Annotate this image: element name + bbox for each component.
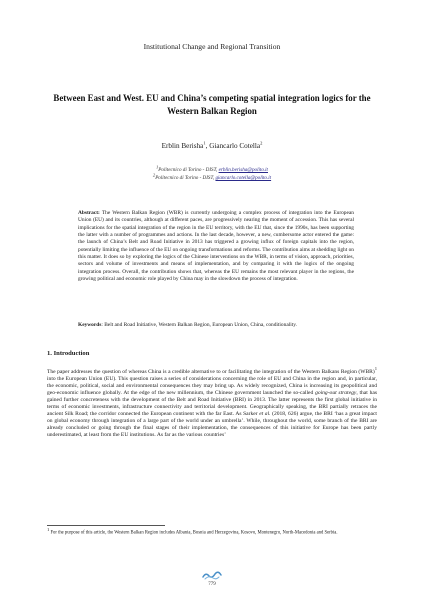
abstract: [78, 210, 354, 283]
affiliation: [0, 164, 424, 173]
body-paragraph: [47, 366, 378, 439]
footnote-number: 1: [47, 527, 50, 532]
wave-logo-icon: [202, 570, 222, 580]
footnote: [47, 527, 377, 537]
body-text-run: , that has gained further concreteness with the development of the Belt and Road Initiative (BRI) in 2013. The latter represents the first global initiative in terms of economic investments, infrastructure connectivity and territorial development. Geographically speaking, the BRI partially retraces the ancient Silk Road; the corridor connected the European continent with the far East. As Sarker: [47, 390, 378, 418]
author-sup: 2: [260, 140, 263, 146]
affiliation-text: Politecnico di Torino - DIST,: [158, 167, 219, 173]
author-separator: ,: [205, 142, 210, 150]
abstract-label: Abstract:: [78, 210, 100, 216]
author-line: [0, 142, 424, 150]
author-name: Giancarlo Cotella: [209, 142, 261, 150]
body-italic-run: going-out strategy: [315, 390, 357, 397]
affiliation-sup: 1: [156, 164, 159, 170]
footnote-rule: [47, 525, 165, 526]
page-number: 779: [208, 582, 216, 587]
body-text-run: (2018, 626) argue, the BRI ‘has a great impact on global economy through integration of a large part of the world under an umbrella’. While, throughout the world, some branch of the BRI are already concluded or going through the final stages of their implementation, the consequences of this initiative for Europe has been partly underestimated, at least from the EU institutions. As far as the various countries’: [47, 411, 377, 439]
footnote-text: For the purpose of this article, the Western Balkan Region includes Albania, Bosnia and Herzegovina, Kosovo, Montenegro, North-Macedonia and Serbia.: [49, 530, 338, 536]
running-head: Institutional Change and Regional Transition: [143, 42, 281, 51]
author-sup: 1: [203, 140, 206, 146]
footnote-marker[interactable]: 1: [374, 366, 377, 372]
body-text-run: into the European Union (EU). This question raises a series of considerations concerning the role of EU and China in the region and, in particular, the economic, political, social and environmental consequences they may bring up. As widely recognized, China is increasing its geopolitical and geo-economic influence globally. At the edge of the new millennium, the Chinese government launched the so-called: [47, 376, 377, 397]
email-link[interactable]: giancarlo.cotella@polito.it: [215, 175, 272, 181]
body-text-run: The paper addresses the question of whereas China is a credible alternative to or facilitating the integration of the Western Balkans Region (WBR): [47, 369, 375, 375]
keywords-text: : Belt and Road Initiative, Western Balkan Region, European Union, China, conditionality.: [101, 322, 297, 328]
abstract-text: The Western Balkan Region (WBR) is currently undergoing a complex process of integration into the European Union (EU) and its countries, although at different paces, are progressively nearing the moment of accession. This has several implications for the spatial integration of the region in the EU territory, with the EU that, since the 1990s, has been supporting the latter with a number of programmes and actions. In the last decade, however, a new, cumbersome actor entered the game: the launch of China’s Belt and Road Initiative in 2013 has triggered a growing influx of foreign capitals into the region, potentially limiting the influence of the EU on ongoing transformations and reforms. The contribution aims at shedding light on this matter. It does so by exploring the logics of the Chinese interventions on the WBR, in terms of vision, approach, priorities, sectors and volume of investments and means of implementation, and by comparing it with the logics of the ongoing integration process. Overall, the contribution shows that, whereas the EU remains the most relevant player in the regions, the growing political and economic role played by China may in the slowdown the process of integration.: [78, 210, 354, 283]
affiliation-text: Politecnico di Torino - DIST,: [155, 175, 216, 181]
body-italic-run: et al.: [259, 411, 271, 418]
keywords: [78, 322, 354, 329]
keywords-label: Keywords: [78, 322, 102, 328]
affiliation: [0, 172, 424, 181]
author-name: Erblin Berisha: [161, 142, 204, 150]
affiliation-sup: 2: [152, 172, 156, 178]
email-link[interactable]: erblin.berisha@polito.it: [218, 167, 268, 173]
section-heading: 1. Introduction: [47, 350, 90, 357]
paper-title: Between East and West. EU and China’s competing spatial integration logics for the Western Balkan Region: [53, 93, 371, 116]
